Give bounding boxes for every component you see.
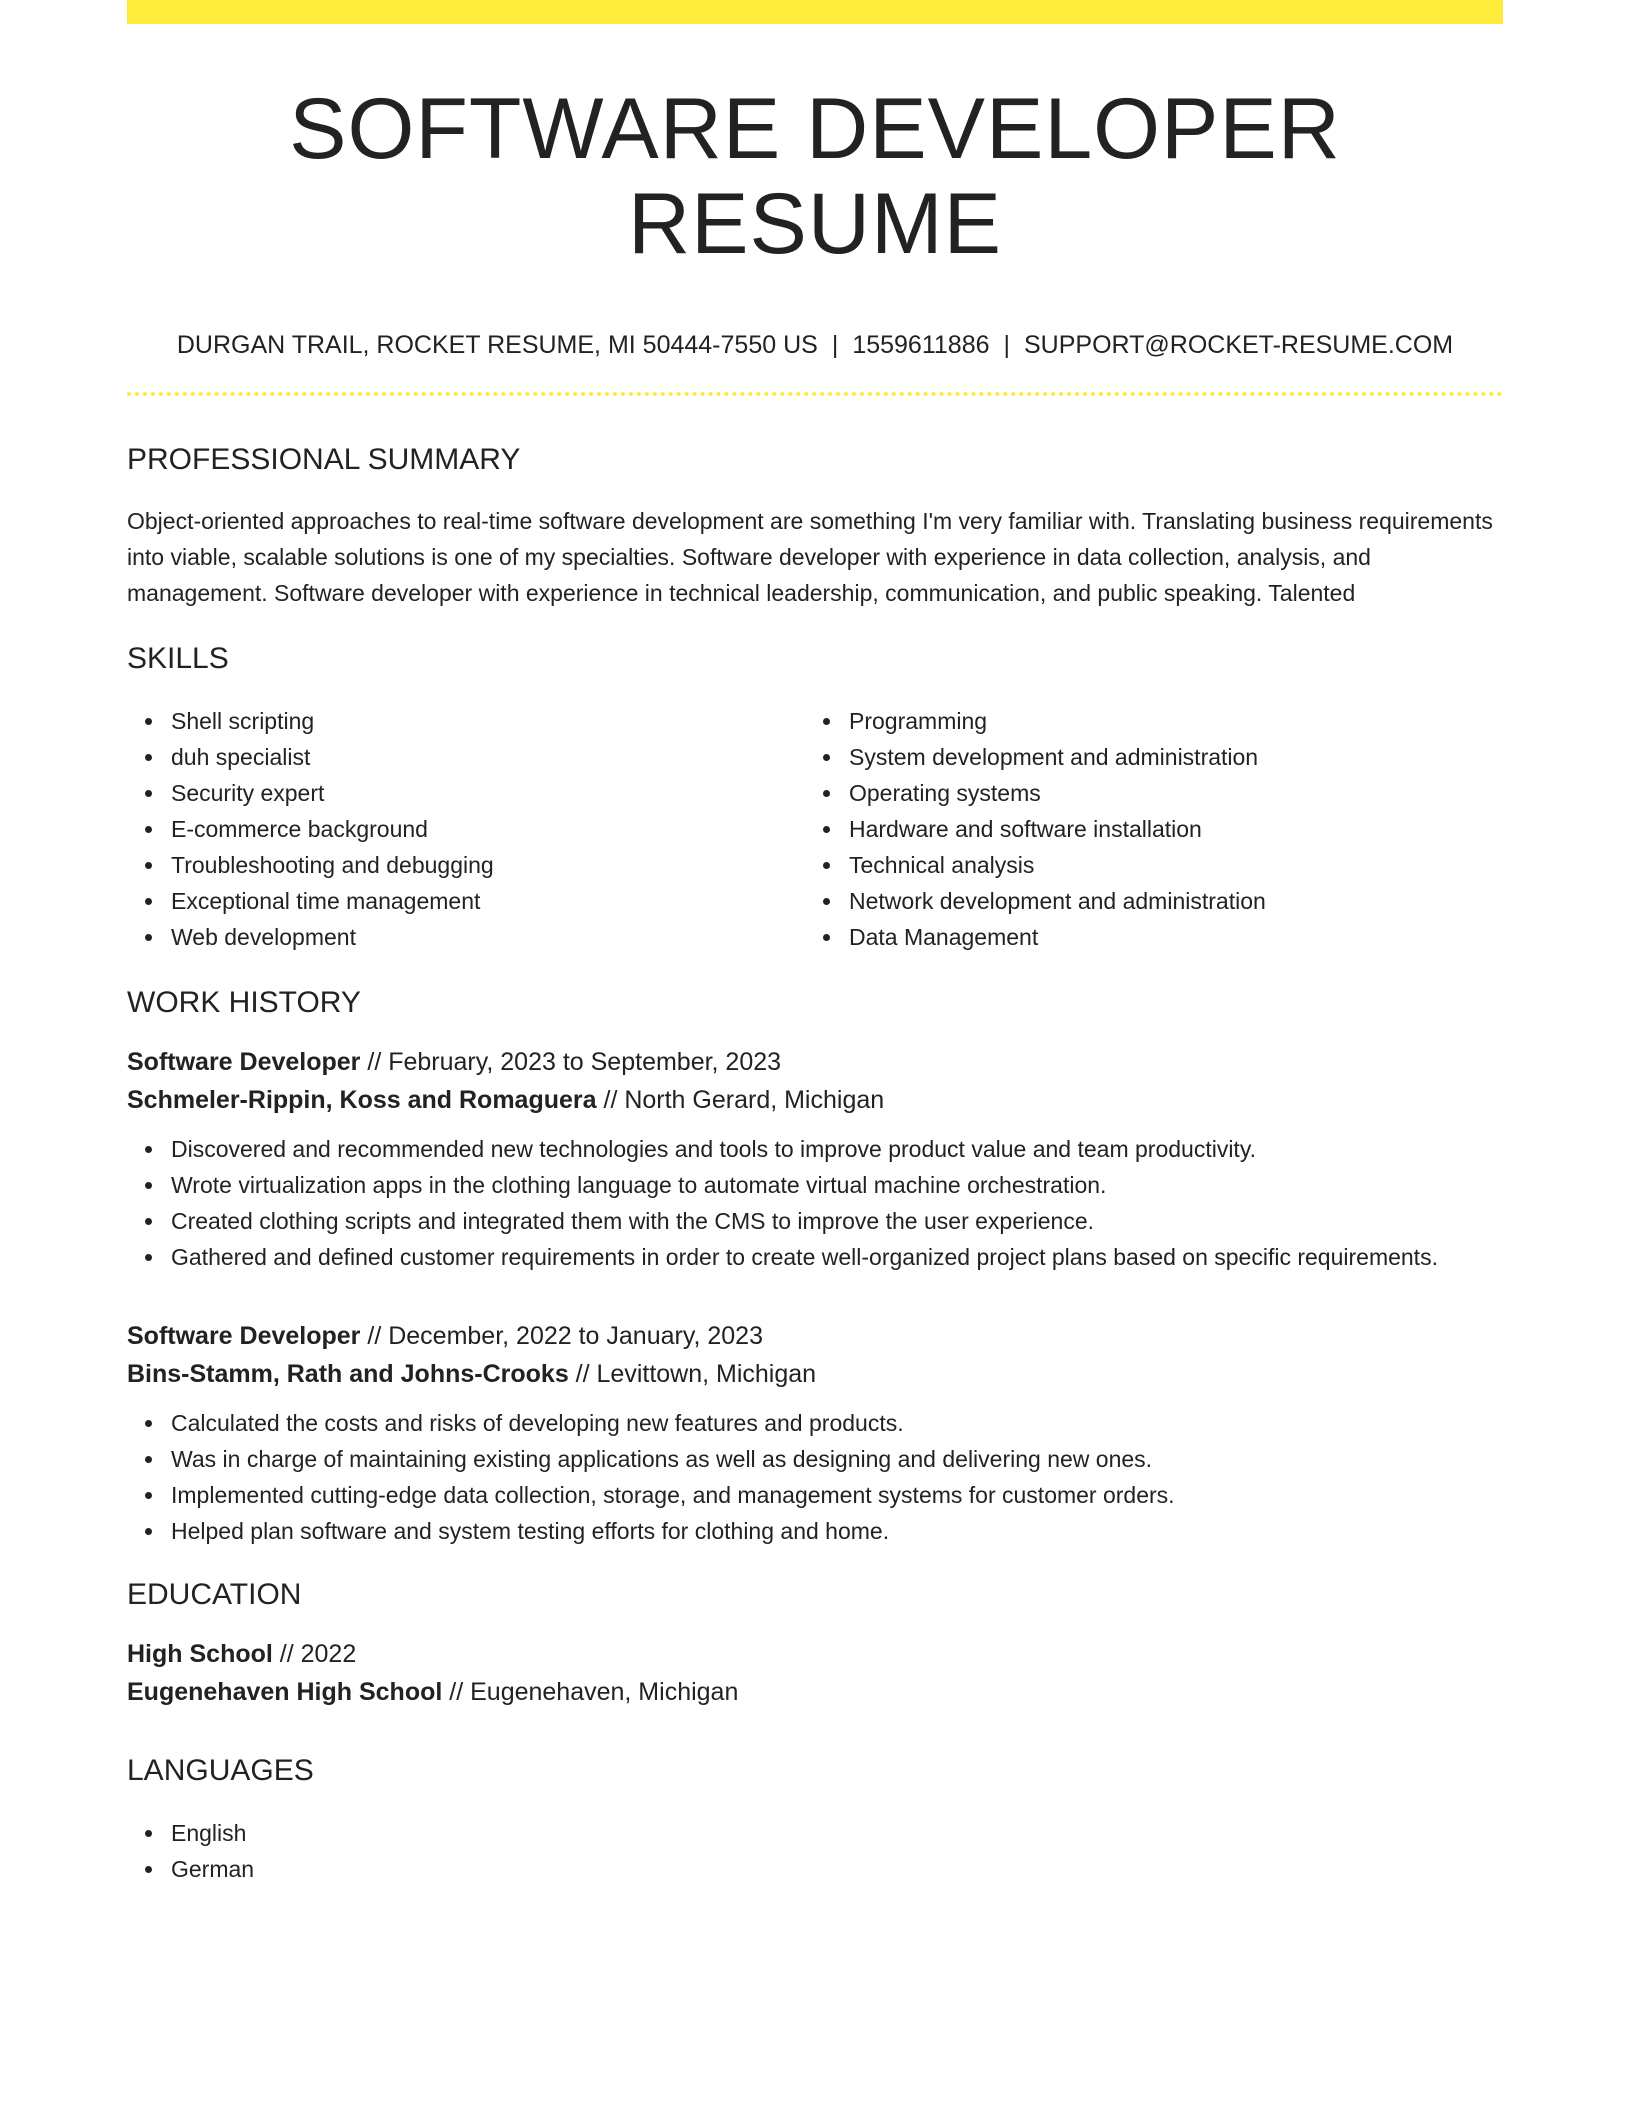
job-dates: // February, 2023 to September, 2023 [360,1047,782,1076]
skill-item: Shell scripting [171,703,805,739]
job-bullet: Wrote virtualization apps in the clothing language to automate virtual machine orchestration. [171,1167,1503,1203]
job-bullets [127,1405,1503,1549]
skill-item: Security expert [171,775,805,811]
skill-item: duh specialist [171,739,805,775]
contact-email: SUPPORT@ROCKET-RESUME.COM [1024,331,1454,360]
skill-item: Technical analysis [849,847,1483,883]
resume-page [127,0,1503,1887]
job-bullet: Discovered and recommended new technologies and tools to improve product value and team productivity. [171,1131,1503,1167]
languages-section [127,1753,1503,1887]
skill-item: Network development and administration [849,883,1483,919]
language-item: English [171,1815,1503,1851]
skill-item: Operating systems [849,775,1483,811]
contact-address: DURGAN TRAIL, ROCKET RESUME, MI 50444-7550 US [176,331,818,360]
summary-heading: PROFESSIONAL SUMMARY [127,442,521,476]
job-dates: // December, 2022 to January, 2023 [360,1321,763,1350]
summary-section [127,442,1503,611]
languages-list [127,1815,1503,1887]
accent-bar [127,0,1503,24]
work-history-heading: WORK HISTORY [127,985,361,1019]
job-entry [127,1043,1503,1275]
dotted-divider [127,392,1503,396]
skills-heading: SKILLS [127,641,229,675]
skill-item: E-commerce background [171,811,805,847]
skills-section [127,641,1503,955]
job-company: Schmeler-Rippin, Koss and Romaguera [127,1085,597,1114]
skill-item: Programming [849,703,1483,739]
skill-item: Web development [171,919,805,955]
education-school-line [127,1673,1503,1711]
education-location: // Eugenehaven, Michigan [442,1677,739,1706]
contact-line [127,329,1503,362]
skill-item: Troubleshooting and debugging [171,847,805,883]
skill-item: System development and administration [849,739,1483,775]
job-bullet: Gathered and defined customer requirements in order to create well-organized project plans based on specific requirements. [171,1239,1503,1275]
education-degree: High School [127,1639,273,1668]
job-bullet: Was in charge of maintaining existing applications as well as designing and delivering new ones. [171,1441,1503,1477]
job-company: Bins-Stamm, Rath and Johns-Crooks [127,1359,569,1388]
resume-title: SOFTWARE DEVELOPER RESUME [289,81,1341,272]
job-title: Software Developer [127,1321,361,1350]
job-bullet: Created clothing scripts and integrated them with the CMS to improve the user experience. [171,1203,1503,1239]
job-company-line [127,1355,1503,1393]
contact-phone: 1559611886 [852,331,990,360]
job-entry [127,1317,1503,1549]
education-entry [127,1635,1503,1711]
skills-column-left [127,703,805,955]
contact-separator: | [831,331,839,360]
contact-separator: | [1003,331,1010,360]
education-year: // 2022 [272,1639,357,1668]
summary-text: Object-oriented approaches to real-time software development are something I'm very familiar with. Translating business requirements into viable, scalable solutions is one of my specialties. Software developer with experience in data collection, analysis, and management. Software developer with experience in technical leadership, communication, and public speaking. Talented [127,507,1493,606]
work-history-section [127,985,1503,1549]
job-company-line [127,1081,1503,1119]
language-item: German [171,1851,1503,1887]
skill-item: Exceptional time management [171,883,805,919]
education-section [127,1577,1503,1711]
education-heading: EDUCATION [127,1577,302,1611]
skills-column-right [805,703,1483,955]
job-bullets [127,1131,1503,1275]
education-degree-line [127,1635,1503,1673]
education-school: Eugenehaven High School [127,1677,443,1706]
skills-grid [127,703,1503,955]
job-title-line [127,1043,1503,1081]
job-bullet: Implemented cutting-edge data collection, storage, and management systems for customer orders. [171,1477,1503,1513]
job-location: // North Gerard, Michigan [596,1085,885,1114]
languages-heading: LANGUAGES [127,1753,314,1787]
job-location: // Levittown, Michigan [568,1359,817,1388]
job-title: Software Developer [127,1047,361,1076]
job-bullet: Calculated the costs and risks of developing new features and products. [171,1405,1503,1441]
job-title-line [127,1317,1503,1355]
job-bullet: Helped plan software and system testing efforts for clothing and home. [171,1513,1503,1549]
skill-item: Hardware and software installation [849,811,1483,847]
skill-item: Data Management [849,919,1483,955]
